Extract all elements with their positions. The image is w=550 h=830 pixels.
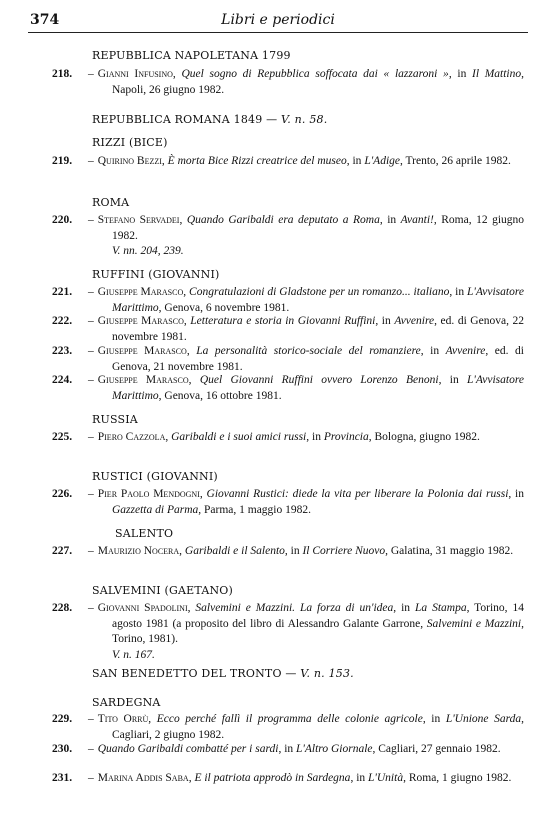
section-heading: RUSSIA bbox=[92, 413, 138, 426]
entry-source: Provincia bbox=[323, 431, 369, 443]
entry-title: Letteratura e storia in Giovanni Ruffini bbox=[190, 315, 376, 327]
entry-author: Tito Orrù bbox=[97, 713, 149, 725]
entry-author: Quirino Bezzi bbox=[97, 155, 162, 167]
entry-author: Giuseppe Marasco bbox=[97, 345, 187, 357]
entry-title: È morta Bice Rizzi creatrice del museo bbox=[167, 155, 347, 167]
entry-source: Gazzetta di Parma bbox=[112, 503, 199, 516]
section-heading: REPUBBLICA ROMANA 1849 — V. n. 58. bbox=[92, 113, 328, 126]
entry-number: 220. bbox=[52, 214, 73, 226]
entry-author: Giuseppe Marasco bbox=[97, 286, 184, 298]
bibliography-entry: 227. – Maurizio Nocera, Garibaldi e il Salento, in Il Corriere Nuovo, Galatina, 31 maggio 1982. bbox=[52, 544, 524, 560]
bibliography-entry: 226. – Pier Paolo Mendogni, Giovanni Rustici: diede la vita per liberare la Polonia dai russi, in Gazzetta di Parma, Parma, 1 maggio 1982. bbox=[52, 488, 524, 516]
entry-author: Marina Addis Saba bbox=[97, 772, 189, 784]
bibliography-entry: 230. – Quando Garibaldi combatté per i sardi, in L'Altro Giornale, Cagliari, 27 gennaio 1982. bbox=[52, 742, 524, 758]
bibliography-entry: 229. – Tito Orrù, Ecco perché fallì il programma delle colonie agricole, in L'Unione Sarda, Cagliari, 2 giugno 1982. bbox=[52, 713, 525, 741]
entry-source: L'Unità bbox=[368, 772, 404, 784]
section-heading: REPUBBLICA NAPOLETANA 1799 bbox=[92, 49, 291, 62]
entry-author: Giuseppe Marasco bbox=[97, 315, 184, 327]
entry-title: La personalità storico-sociale del romanziere bbox=[196, 345, 421, 357]
entry-title: Salvemini e Mazzini. La forza di un'idea bbox=[195, 602, 394, 614]
entry-title: E il patriota approdò in Sardegna bbox=[194, 772, 351, 784]
entry-title: Quel Giovanni Ruffini ovvero Lorenzo Benoni bbox=[199, 374, 439, 386]
entry-author: Maurizio Nocera bbox=[97, 545, 180, 557]
entry-title: Quando Garibaldi era deputato a Roma bbox=[186, 214, 380, 226]
section-heading: RUFFINI (GIOVANNI) bbox=[92, 268, 220, 281]
entry-number: 225. bbox=[52, 431, 73, 443]
bibliography-entry: 219. – Quirino Bezzi, È morta Bice Rizzi creatrice del museo, in L'Adige, Trento, 26 aprile 1982. bbox=[52, 154, 524, 170]
section-heading: SALENTO bbox=[115, 527, 174, 540]
entry-author: Giovanni Spadolini bbox=[97, 602, 188, 614]
entry-source: Avvenire bbox=[445, 345, 486, 357]
entry-extra-title: Salvemini e Mazzini bbox=[426, 617, 522, 630]
entry-number: 221. bbox=[52, 286, 73, 298]
section-heading: SALVEMINI (GAETANO) bbox=[92, 584, 233, 597]
bibliography-entry: 223. – Giuseppe Marasco, La personalità storico-sociale del romanziere, in Avvenire, ed. di Genova, 21 novembre 1981. bbox=[52, 345, 524, 373]
cross-reference: V. n. 58. bbox=[281, 113, 328, 126]
entry-number: 219. bbox=[52, 155, 73, 167]
entry-number: 230. bbox=[52, 743, 73, 755]
cross-reference: V. n. 153. bbox=[300, 667, 354, 680]
bibliography-entry: 225. – Piero Cazzola, Garibaldi e i suoi amici russi, in Provincia, Bologna, giugno 1982. bbox=[52, 430, 524, 446]
bibliography-entry: 231. – Marina Addis Saba, E il patriota approdò in Sardegna, in L'Unità, Roma, 1 giugno 1982. bbox=[52, 771, 524, 787]
bibliography-entry: 224. – Giuseppe Marasco, Quel Giovanni Ruffini ovvero Lorenzo Benoni, in L'Avvisatore Marittimo, Genova, 16 ottobre 1981. bbox=[52, 374, 525, 402]
page-number: 374 bbox=[30, 12, 60, 28]
bibliography-entry: 218. – Gianni Infusino, Quel sogno di Repubblica soffocata dai « lazzaroni », in Il Mattino, Napoli, 26 giugno 1982. bbox=[52, 68, 524, 96]
cross-reference: V. n. 167. bbox=[112, 648, 155, 661]
entry-title: Quando Garibaldi combatté per i sardi bbox=[97, 743, 279, 755]
section-heading: RUSTICI (GIOVANNI) bbox=[92, 470, 218, 483]
entry-author: Piero Cazzola bbox=[97, 431, 166, 443]
entry-title: Congratulazioni di Gladstone per un romanzo... italiano bbox=[189, 286, 450, 298]
entry-title: Quel sogno di Repubblica soffocata dai « lazzaroni » bbox=[181, 68, 449, 80]
bibliography-entry: 220. – Stefano Servadei, Quando Garibaldi era deputato a Roma, in Avanti!, Roma, 12 giugno 1982. V. nn. 204, 239. bbox=[52, 213, 524, 260]
entry-number: 229. bbox=[52, 713, 73, 725]
entry-author: Pier Paolo Mendogni bbox=[97, 488, 200, 500]
page-header bbox=[28, 12, 528, 33]
entry-author: Stefano Servadei bbox=[97, 214, 180, 226]
section-heading: ROMA bbox=[92, 196, 130, 209]
running-title: Libri e periodici bbox=[221, 12, 335, 28]
entry-source: L'Adige bbox=[364, 155, 400, 167]
entry-number: 227. bbox=[52, 545, 73, 557]
entry-source: La Stampa bbox=[414, 602, 467, 614]
bibliography-entry: 222. – Giuseppe Marasco, Letteratura e storia in Giovanni Ruffini, in Avvenire, ed. di Genova, 22 novembre 1981. bbox=[52, 315, 524, 343]
cross-reference: V. nn. 204, 239. bbox=[112, 245, 184, 257]
entry-title: Ecco perché fallì il programma delle colonie agricole bbox=[156, 713, 423, 725]
entry-title: Garibaldi e i suoi amici russi bbox=[171, 431, 307, 443]
entry-source: L'Avvisatore Marittimo bbox=[112, 374, 525, 402]
entry-title: Garibaldi e il Salento bbox=[184, 545, 285, 557]
entry-number: 224. bbox=[52, 374, 73, 386]
entry-author: Giuseppe Marasco bbox=[97, 374, 189, 386]
entry-source: L'Avvisatore Marittimo bbox=[112, 286, 525, 314]
entry-title: Giovanni Rustici: diede la vita per liberare la Polonia dai russi bbox=[206, 488, 509, 500]
entry-source: Il Mattino bbox=[472, 68, 522, 80]
bibliography-entry: 221. – Giuseppe Marasco, Congratulazioni di Gladstone per un romanzo... italiano, in L'Avvisatore Marittimo, Genova, 6 novembre 1981. bbox=[52, 286, 525, 314]
entry-number: 218. bbox=[52, 68, 73, 80]
entry-author: Gianni Infusino bbox=[97, 68, 173, 80]
section-heading: SAN BENEDETTO DEL TRONTO — V. n. 153. bbox=[92, 667, 354, 680]
entry-source: Avvenire bbox=[394, 315, 435, 327]
section-heading: RIZZI (BICE) bbox=[92, 136, 168, 149]
entry-number: 228. bbox=[52, 602, 73, 614]
entry-source: Avanti! bbox=[400, 214, 434, 226]
entry-source: L'Altro Giornale bbox=[296, 743, 373, 755]
entry-source: Il Corriere Nuovo bbox=[302, 545, 386, 557]
entry-number: 223. bbox=[52, 345, 73, 357]
bibliography-entry: 228. – Giovanni Spadolini, Salvemini e Mazzini. La forza di un'idea, in La Stampa, Torino, 14 agosto 1981 (a proposito del libro di Alessandro Galante Garrone, Salvemini e Mazzini, Torino, 1981). V. n. 167. bbox=[52, 601, 524, 663]
entry-number: 226. bbox=[52, 488, 73, 500]
section-heading: SARDEGNA bbox=[92, 696, 161, 709]
entry-number: 222. bbox=[52, 315, 73, 327]
entry-number: 231. bbox=[52, 772, 73, 784]
entry-source: L'Unione Sarda bbox=[445, 713, 522, 725]
